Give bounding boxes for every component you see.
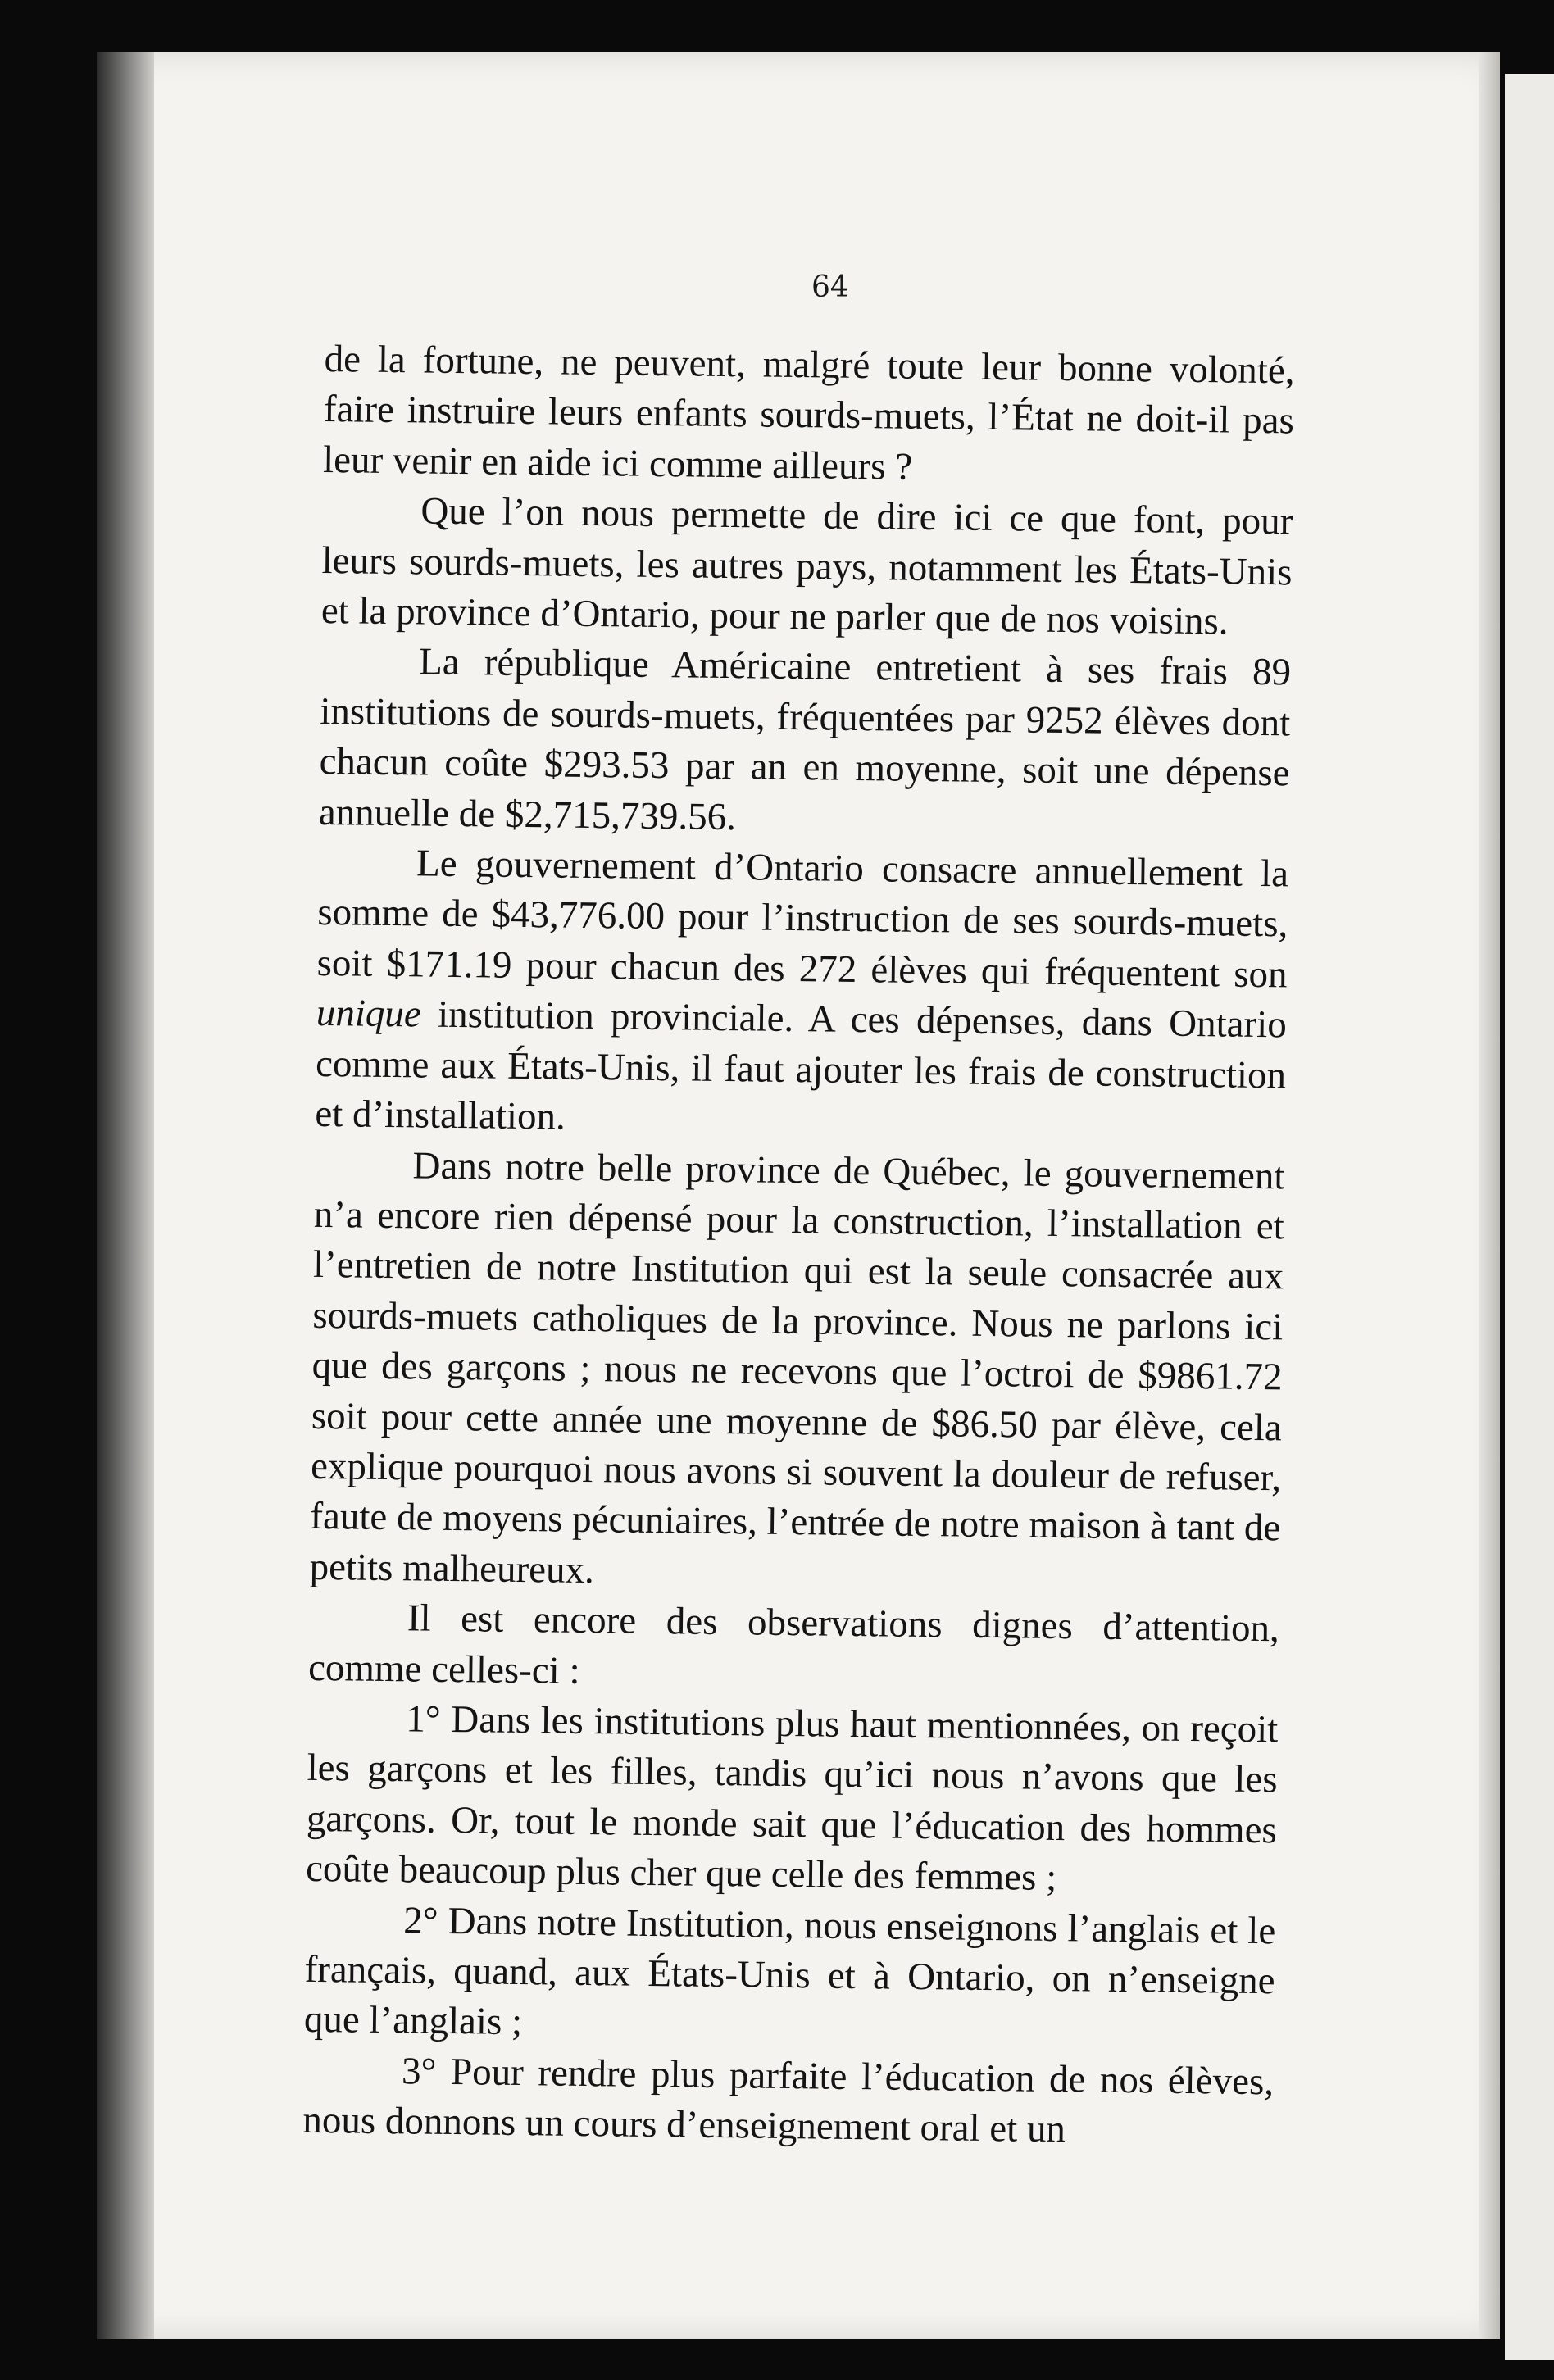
- binding-shadow: [97, 52, 154, 2339]
- body-text: [302, 334, 1295, 2158]
- paragraph: Que l’on nous permette de dire ici ce que font, pour leurs sourds-muets, les autres pays, notamment les États-Unis et la province d’Ontario, pour ne parler que de nos voisins.: [320, 489, 1293, 643]
- paragraph: Dans notre belle province de Québec, le gouvernement n’a encore rien dépensé pour la construction, l’installation et l’entretien de notre Institution qui est la seule consacrée aux sourds-muets catholiques de la province. Nous ne parlons ici que des garçons ; nous ne recevons que l’octroi de $9861.72 soit pour cette année une moyenne de $86.50 par élève, cela explique pourquoi nous avons si souvent la douleur de refuser, faute de moyens pécuniaires, l’entrée de notre maison à tant de petits malheureux.: [309, 1143, 1285, 1592]
- paragraph-text: Le gouvernement d’Ontario consacre annuellement la somme de $43,776.00 pour l’instruction de ses sourds-muets, soit $171.19 pour chacun des 272 élèves qui fréquentent son: [316, 842, 1289, 997]
- paragraph: La république Américaine entretient à ses frais 89 institutions de sourds-muets, fréquentées par 9252 élèves dont chacun coûte $293.53 par an en moyenne, soit une dépense annuelle de $2,715,739.56.: [318, 640, 1292, 838]
- italic-word: unique: [316, 992, 422, 1036]
- facing-page-edge: [1505, 74, 1554, 2360]
- paragraph: 1° Dans les institutions plus haut mentionnées, on reçoit les garçons et les filles, tandis qu’ici nous n’avons que les garçons. Or, tout le monde sait que l’éducation des hommes coûte beaucoup plus cher que celle des femmes ;: [305, 1697, 1279, 1900]
- paragraph: de la fortune, ne peuvent, malgré toute leur bonne volonté, faire instruire leurs enfants sourds-muets, l’État ne doit-il pas leur venir en aide ici comme ailleurs ?: [322, 337, 1295, 488]
- paragraph: [315, 838, 1288, 1151]
- page-number: 64: [811, 270, 849, 304]
- paragraph: Il est encore des observations dignes d’attention, comme celles-ci :: [307, 1597, 1280, 1692]
- paragraph: 2° Dans notre Institution, nous enseignons l’anglais et le français, quand, aux États-Unis et à Ontario, on n’enseigne que l’anglais ;: [303, 1898, 1276, 2044]
- paragraph: 3° Pour rendre plus parfaite l’éducation de nos élèves, nous donnons un cours d’enseignement oral et un: [302, 2050, 1275, 2151]
- paragraph-text: institution provinciale. A ces dépenses, dans Ontario comme aux États-Unis, il faut ajouter les frais de construction et d’installation.: [315, 992, 1288, 1138]
- page-edge: [1479, 52, 1500, 2339]
